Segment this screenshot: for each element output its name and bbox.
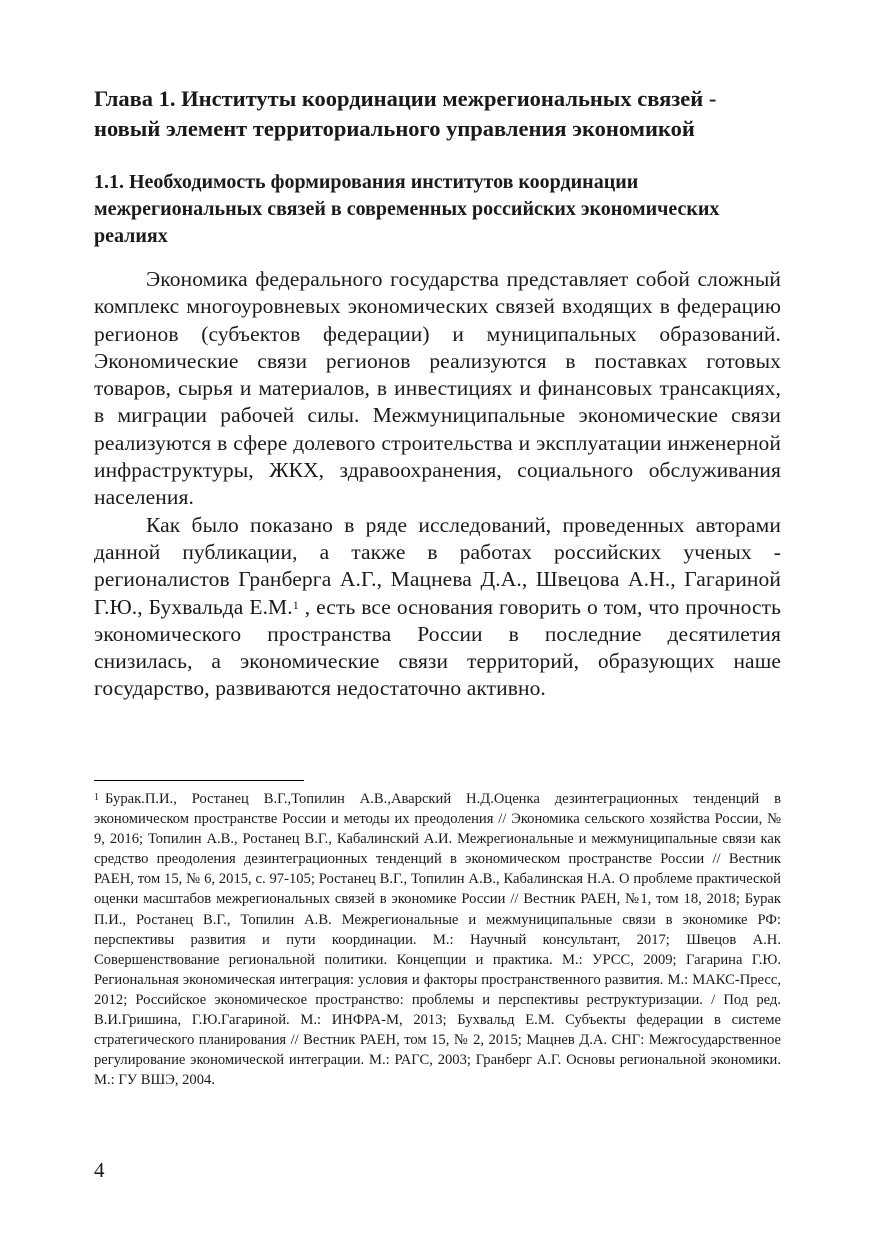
page-number: 4 <box>94 1158 105 1182</box>
paragraph-2 <box>94 512 781 703</box>
footnote-text: Бурак.П.И., Ростанец В.Г.,Топилин А.В.,Аварский Н.Д.Оценка дезинтеграционных тенденций в экономическом пространстве России и методы их преодоления // Экономика сельского хозяйства России, № 9, 2016; Топилин А.В., Ростанец В.Г., Кабалинский А.И. Межрегиональные и межмуниципальные связи как средство преодоления дезинтеграционных тенденций в экономическом пространстве России // Вестник РАЕН, том 15, № 6, 2015, с. 97-105; Ростанец В.Г., Топилин А.В., Кабалинская Н.А. О проблеме практической оценки масштабов межрегиональных связей в экономике России // Вестник РАЕН, №1, том 18, 2018; Бурак П.И., Ростанец В.Г., Топилин А.В. Межрегиональные и межмуниципальные связи в экономике РФ: перспективы развития и пути координации. М.: Научный консультант, 2017; Швецов А.Н. Совершенствование региональной политики. Концепции и практика. М.: УРСС, 2009; Гагарина Г.Ю. Региональная экономическая интеграция: условия и факторы пространственного развития. М.: МАКС-Пресс, 2012; Российское экономическое пространство: проблемы и перспективы реструктуризации. / Под ред. В.И.Гришина, Г.Ю.Гагариной. М.: ИНФРА-М, 2013; Бухвальд Е.М. Субъекты федерации в системе стратегического планирования // Вестник РАЕН, том 15, № 2, 2015; Мацнев Д.А. СНГ: Межгосударственное регулирование экономической интеграции. М.: РАГС, 2003; Гранберг А.Г. Основы региональной экономики. М.: ГУ ВШЭ, 2004. <box>94 791 781 1089</box>
paragraph-1: Экономика федерального государства представляет собой сложный комплекс многоуровневых экономических связей входящих в федерацию регионов (субъектов федерации) и муниципальных образований. Экономические связи регионов реализуются в поставках готовых товаров, сырья и материалов, в инвестициях и финансовых трансакциях, в миграции рабочей силы. Межмуниципальные экономические связи реализуются в сфере долевого строительства и эксплуатации инженерной инфраструктуры, ЖКХ, здравоохранения, социального обслуживания населения. <box>94 267 781 510</box>
paragraph-2-text-after: , есть все основания говорить о том, что прочность экономического пространства России в последние десятилетия снизилась, а экономические связи территорий, образующих наше государство, развиваются недостаточно активно. <box>94 594 781 701</box>
body-text <box>94 266 781 703</box>
footnote-reference: 1 <box>292 597 299 612</box>
chapter-title: Глава 1. Институты координации межрегиональных связей - новый элемент территориального управления экономикой <box>94 86 717 141</box>
footnote-separator <box>94 780 304 781</box>
document-page <box>94 0 781 1241</box>
section-title: 1.1. Необходимость формирования институтов координации межрегиональных связей в современных российских экономических реалиях <box>94 171 720 247</box>
footnote-marker: 1 <box>94 792 99 803</box>
footnote <box>94 789 781 1090</box>
paragraph-2-text-before: Как было показано в ряде исследований, проведенных авторами данной публикации, а также в работах российских ученых - регионалистов Гранберга А.Г., Мацнева Д.А., Швецова А.Н., Гагариной Г.Ю., Бухвальда Е.М. <box>94 512 781 619</box>
